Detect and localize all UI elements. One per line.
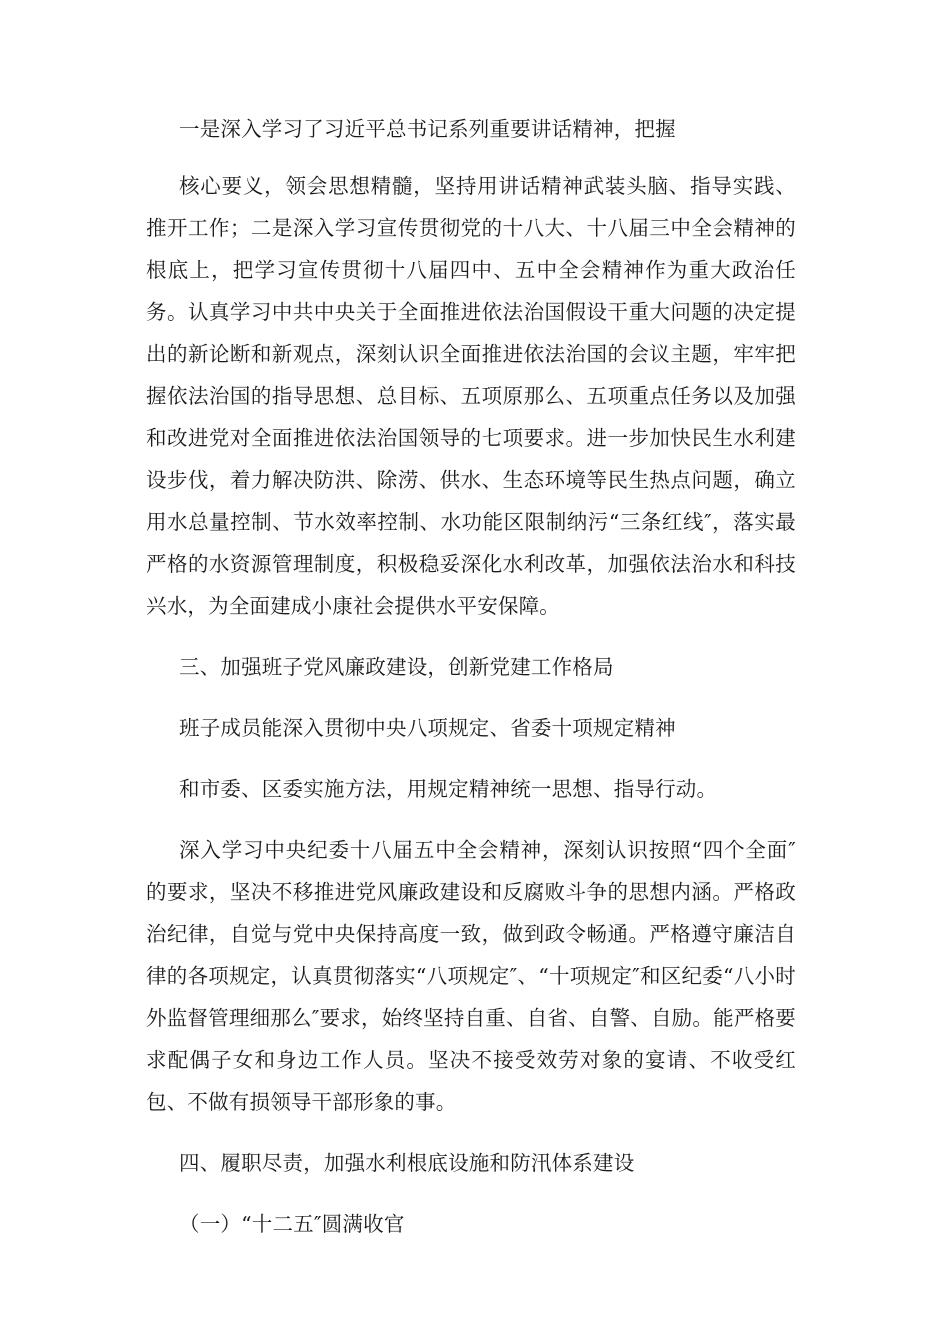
section-heading-3: 三、加强班子党风廉政建设，创新党建工作格局 [179, 655, 614, 679]
paragraph-4: 和市委、区委实施方法，用规定精神统一思想、指导行动。 [179, 777, 718, 801]
paragraph-1: 一是深入学习了习近平总书记系列重要讲话精神，把握 [179, 117, 676, 141]
paragraph-2: 核心要义，领会思想精髓，坚持用讲话精神武装头脑、指导实践、推开工作；二是深入学习宣传贯彻党的十八大、十八届三中全会精神的根底上，把学习宣传贯彻十八届四中、五中全会精神作为重大政治任务。认真学习中共中央关于全面推进依法治国假设干重大问题的决定提出的新论断和新观点，深刻认识全面推进依法治国的会议主题，牢牢把握依法治国的指导思想、总目标、五项原那么、五项重点任务以及加强和改进党对全面推进依法治国领导的七项要求。进一步加快民生水利建设步伐，着力解决防洪、除涝、供水、生态环境等民生热点问题，确立用水总量控制、节水效率控制、水功能区限制纳污“三条红线″，落实最严格的水资源管理制度，积极稳妥深化水利改革，加强依法治水和科技兴水，为全面建成小康社会提供水平安保障。 [146, 174, 796, 618]
document-body [146, 108, 796, 1245]
section-heading-4: 四、履职尽责，加强水利根底设施和防汛体系建设 [179, 1151, 635, 1175]
paragraph-5: 深入学习中央纪委十八届五中全会精神，深刻认识按照“四个全面″的要求，坚决不移推进党风廉政建设和反腐败斗争的思想内涵。严格政治纪律，自觉与党中央保持高度一致，做到政令畅通。严格遵守廉洁自律的各项规定，认真贯彻落实“八项规定″、“十项规定″和区纪委“八小时外监督管理细那么″要求，始终坚持自重、自省、自警、自励。能严格要求配偶子女和身边工作人员。坚决不接受效劳对象的宴请、不收受红包、不做有损领导干部形象的事。 [146, 838, 796, 1114]
paragraph-3: 班子成员能深入贯彻中央八项规定、省委十项规定精神 [179, 716, 676, 740]
subsection-heading-1: （一）“十二五″圆满收官 [179, 1212, 405, 1236]
